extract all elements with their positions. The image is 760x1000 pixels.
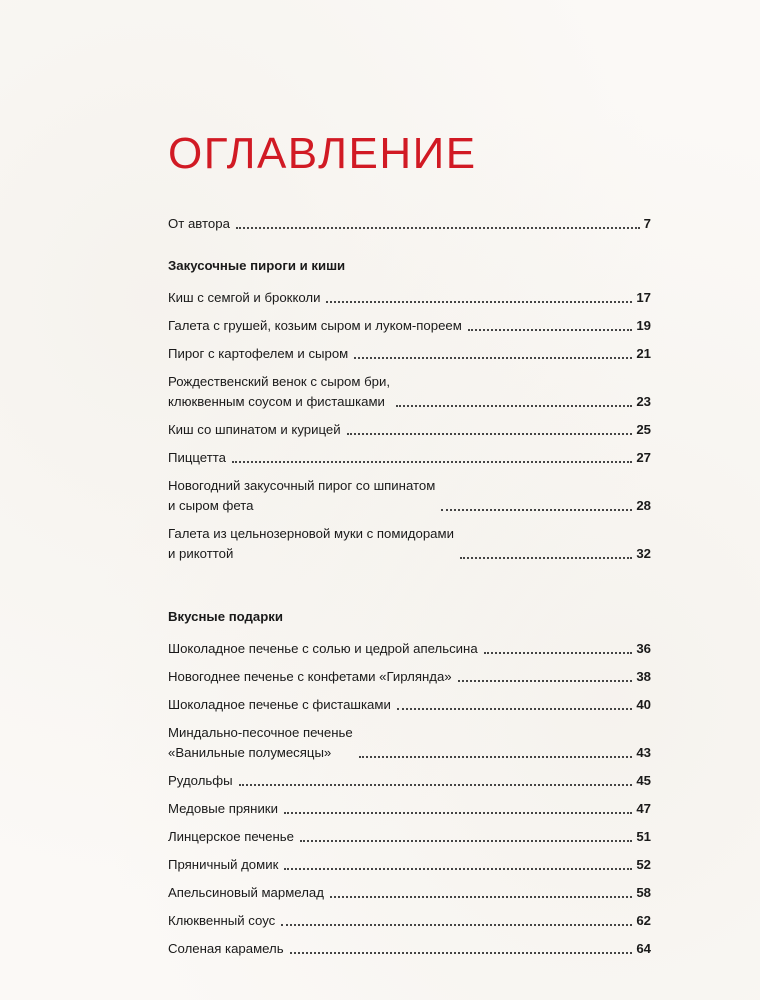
toc-entry-label: Новогодний закусочный пирог со шпинатом и сыром фета <box>168 478 436 513</box>
toc-entry-page: 40 <box>636 697 651 712</box>
dot-leader <box>239 784 633 786</box>
toc-entry-page: 62 <box>636 913 651 928</box>
dot-leader <box>396 405 632 407</box>
toc-entry-page: 58 <box>636 885 651 900</box>
toc-entry-page: 25 <box>636 422 651 437</box>
toc-entry-page: 7 <box>643 216 651 231</box>
toc-entry-page: 17 <box>636 290 651 305</box>
dot-leader <box>347 433 633 435</box>
dot-leader <box>354 357 632 359</box>
toc-entry[interactable] <box>168 939 651 959</box>
toc-entry-label: Галета из цельнозерновой муки с помидорами и рикоттой <box>168 526 454 561</box>
toc-entry-label: Шоколадное печенье с солью и цедрой апельсина <box>168 641 478 656</box>
toc-entry-intro[interactable] <box>168 214 651 234</box>
toc-entry-label: Рождественский венок с сыром бри, клюквенным соусом и фисташками <box>168 374 391 409</box>
dot-leader <box>232 461 632 463</box>
toc-entry[interactable] <box>168 476 651 516</box>
toc-entry[interactable] <box>168 799 651 819</box>
toc-entry-page: 51 <box>636 829 651 844</box>
toc-entry-label: Пирог с картофелем и сыром <box>168 346 349 361</box>
toc-entry-label: Киш со шпинатом и курицей <box>168 422 341 437</box>
toc-entry-page: 28 <box>636 498 651 513</box>
dot-leader <box>441 509 632 511</box>
toc-entry-page: 64 <box>636 941 651 956</box>
toc-entry[interactable] <box>168 288 651 308</box>
toc-entry-page: 23 <box>636 394 651 409</box>
dot-leader <box>290 952 633 954</box>
toc-entry-label: Пряничный домик <box>168 857 279 872</box>
dot-leader <box>284 812 632 814</box>
dot-leader <box>330 896 632 898</box>
toc-entry-label: Киш с семгой и брокколи <box>168 290 321 305</box>
toc-entry-page: 27 <box>636 450 651 465</box>
dot-leader <box>460 557 632 559</box>
toc-entry-label: Галета с грушей, козьим сыром и луком-пореем <box>168 318 462 333</box>
toc-entry-label: Медовые пряники <box>168 801 278 816</box>
toc-entry[interactable] <box>168 911 651 931</box>
page-title: ОГЛАВЛЕНИЕ <box>168 129 477 179</box>
toc-entry[interactable] <box>168 771 651 791</box>
toc-entry-page: 32 <box>636 546 651 561</box>
toc-entry-label: Новогоднее печенье с конфетами «Гирлянда» <box>168 669 452 684</box>
dot-leader <box>468 329 632 331</box>
toc-section <box>168 256 651 564</box>
toc-entry[interactable] <box>168 316 651 336</box>
dot-leader <box>326 301 632 303</box>
toc-entry-page: 36 <box>636 641 651 656</box>
toc-entry[interactable] <box>168 639 651 659</box>
toc-section <box>168 607 651 959</box>
toc-entry-label: Соленая карамель <box>168 941 284 956</box>
toc-entry-page: 21 <box>636 346 651 361</box>
toc-entry-page: 38 <box>636 669 651 684</box>
toc-entry-page: 19 <box>636 318 651 333</box>
toc-entry[interactable] <box>168 372 651 412</box>
dot-leader <box>458 680 633 682</box>
toc-entry-label: Миндально-песочное печенье «Ванильные полумесяцы» <box>168 725 353 760</box>
toc-entry[interactable] <box>168 448 651 468</box>
toc-entry-label: Апельсиновый мармелад <box>168 885 324 900</box>
dot-leader <box>484 652 633 654</box>
toc-entry-label: Пиццетта <box>168 450 226 465</box>
toc-entry-page: 52 <box>636 857 651 872</box>
toc-entry-label: Рудольфы <box>168 773 233 788</box>
dot-leader <box>284 868 632 870</box>
toc-entry[interactable] <box>168 524 651 564</box>
dot-leader <box>236 227 640 229</box>
toc-entry-page: 43 <box>636 745 651 760</box>
toc-entry-page: 47 <box>636 801 651 816</box>
toc-entry[interactable] <box>168 695 651 715</box>
section-heading: Вкусные подарки <box>168 609 284 624</box>
toc-sections <box>168 256 651 959</box>
toc-entry[interactable] <box>168 667 651 687</box>
toc-entry-page: 45 <box>636 773 651 788</box>
table-of-contents <box>168 214 651 967</box>
dot-leader <box>397 708 633 710</box>
dot-leader <box>281 924 632 926</box>
toc-entry-label: Линцерское печенье <box>168 829 294 844</box>
toc-entry[interactable] <box>168 827 651 847</box>
toc-entry-label: Клюквенный соус <box>168 913 276 928</box>
toc-entry-label: Шоколадное печенье с фисташками <box>168 697 391 712</box>
toc-entry-label: От автора <box>168 216 230 231</box>
toc-entry[interactable] <box>168 883 651 903</box>
dot-leader <box>300 840 632 842</box>
toc-entry[interactable] <box>168 344 651 364</box>
dot-leader <box>359 756 633 758</box>
toc-entry[interactable] <box>168 420 651 440</box>
section-heading: Закусочные пироги и киши <box>168 258 346 273</box>
toc-entry[interactable] <box>168 855 651 875</box>
toc-entry[interactable] <box>168 723 651 763</box>
